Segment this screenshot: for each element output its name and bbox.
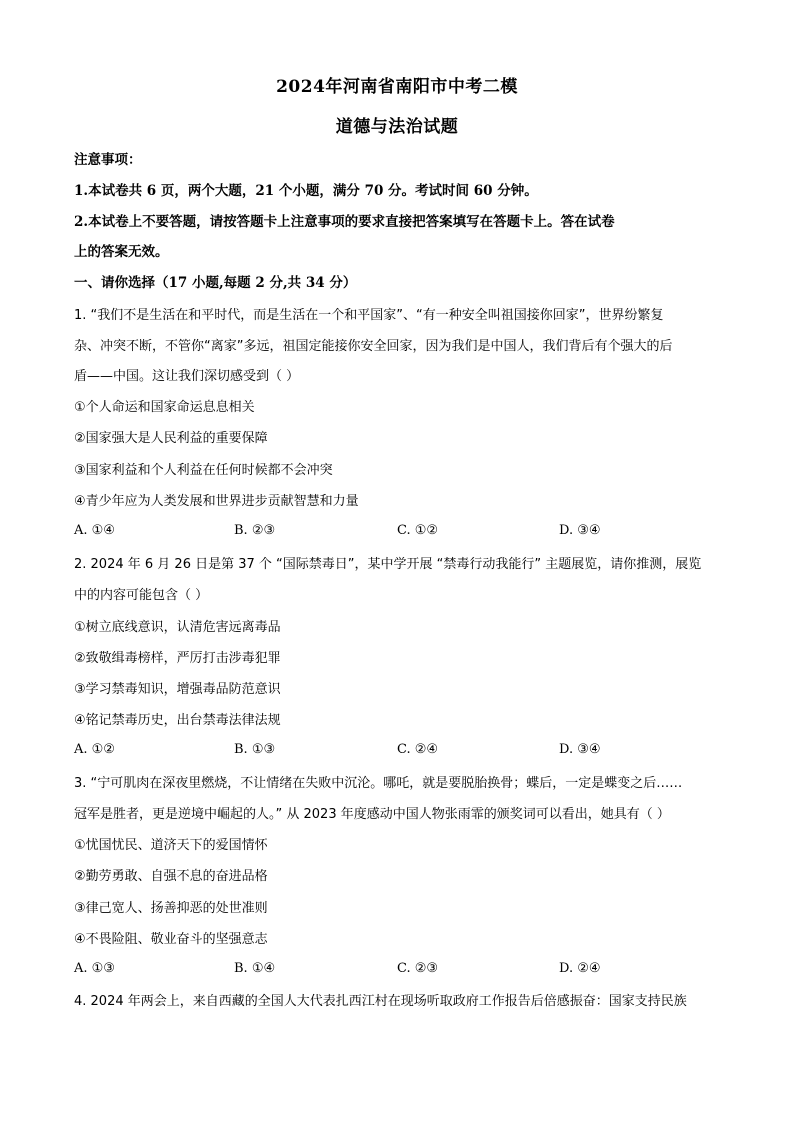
notice-item-2-line-2: 上的答案无效。 [74, 244, 169, 260]
question-1-statement-4: ④青少年应为人类发展和世界进步贡献智慧和力量 [74, 494, 359, 509]
question-1-line-3: 盾——中国。这让我们深切感受到（ ） [74, 369, 300, 384]
question-3-statement-1: ①忧国忧民、道济天下的爱国情怀 [74, 838, 268, 853]
exam-subtitle: 道德与法治试题 [335, 117, 459, 137]
question-1-option-c[interactable]: C. ①② [397, 523, 439, 538]
question-2-option-d[interactable]: D. ③④ [559, 742, 601, 757]
question-2-option-a[interactable]: A. ①② [74, 742, 115, 757]
question-2-options [74, 742, 734, 762]
question-3-option-b[interactable]: B. ①④ [234, 961, 276, 976]
question-3-line-2: 冠军是胜者，更是逆境中崛起的人。” 从 2023 年度感动中国人物张雨霏的颁奖词可以看出，她具有（ ） [74, 807, 670, 822]
question-1-statement-3: ③国家利益和个人利益在任何时候都不会冲突 [74, 463, 333, 478]
question-3-option-a[interactable]: A. ①③ [74, 961, 115, 976]
question-1-option-d[interactable]: D. ③④ [559, 523, 601, 538]
question-1-option-b[interactable]: B. ②③ [234, 523, 276, 538]
question-2-option-b[interactable]: B. ①③ [234, 742, 276, 757]
question-1-line-1: 1. “我们不是生活在和平时代，而是生活在一个和平国家”、“有一种安全叫祖国接你回家”，世界纷繁复 [74, 308, 664, 323]
question-4-line-1: 4. 2024 年两会上，来自西藏的全国人大代表扎西江村在现场听取政府工作报告后倍感振奋：国家支持民族 [74, 994, 687, 1009]
notice-item-1: 1.本试卷共 6 页，两个大题，21 个小题，满分 70 分。考试时间 60 分钟。 [74, 183, 538, 199]
exam-title: 2024年河南省南阳市中考二模 [276, 77, 518, 97]
question-3-option-c[interactable]: C. ②③ [397, 961, 439, 976]
question-2-statement-1: ①树立底线意识，认清危害远离毒品 [74, 620, 281, 635]
notice-item-2-line-1: 2.本试卷上不要答题，请按答题卡上注意事项的要求直接把答案填写在答题卡上。答在试卷 [74, 214, 615, 230]
question-2-statement-2: ②致敬缉毒榜样，严厉打击涉毒犯罪 [74, 651, 281, 666]
section-heading: 一、请你选择（17 小题,每题 2 分,共 34 分） [74, 275, 357, 291]
question-1-line-2: 杂、冲突不断，不管你“离家”多远，祖国定能接你安全回家，因为我们是中国人，我们背后有个强大的后 [74, 339, 673, 354]
question-2-statement-4: ④铭记禁毒历史，出台禁毒法律法规 [74, 713, 281, 728]
question-2-line-2: 中的内容可能包含（ ） [74, 588, 209, 603]
question-1-statement-1: ①个人命运和国家命运息息相关 [74, 400, 255, 415]
question-3-statement-4: ④不畏险阻、敬业奋斗的坚强意志 [74, 932, 268, 947]
notice-heading: 注意事项： [74, 152, 142, 168]
question-2-line-1: 2. 2024 年 6 月 26 日是第 37 个 “国际禁毒日”，某中学开展 “禁毒行动我能行” 主题展览，请你推测，展览 [74, 557, 702, 572]
question-3-statement-2: ②勤劳勇敢、自强不息的奋进品格 [74, 869, 268, 884]
question-2-statement-3: ③学习禁毒知识，增强毒品防范意识 [74, 682, 281, 697]
question-2-option-c[interactable]: C. ②④ [397, 742, 439, 757]
question-1-options [74, 523, 734, 543]
question-1-statement-2: ②国家强大是人民利益的重要保障 [74, 431, 268, 446]
question-3-line-1: 3. “宁可肌肉在深夜里燃烧，不让情绪在失败中沉沦。哪吒，就是要脱胎换骨；蝶后，一定是蝶变之后…… [74, 776, 683, 791]
question-3-statement-3: ③律己宽人、扬善抑恶的处世准则 [74, 901, 268, 916]
question-3-option-d[interactable]: D. ②④ [559, 961, 601, 976]
question-1-option-a[interactable]: A. ①④ [74, 523, 115, 538]
question-3-options [74, 961, 734, 981]
